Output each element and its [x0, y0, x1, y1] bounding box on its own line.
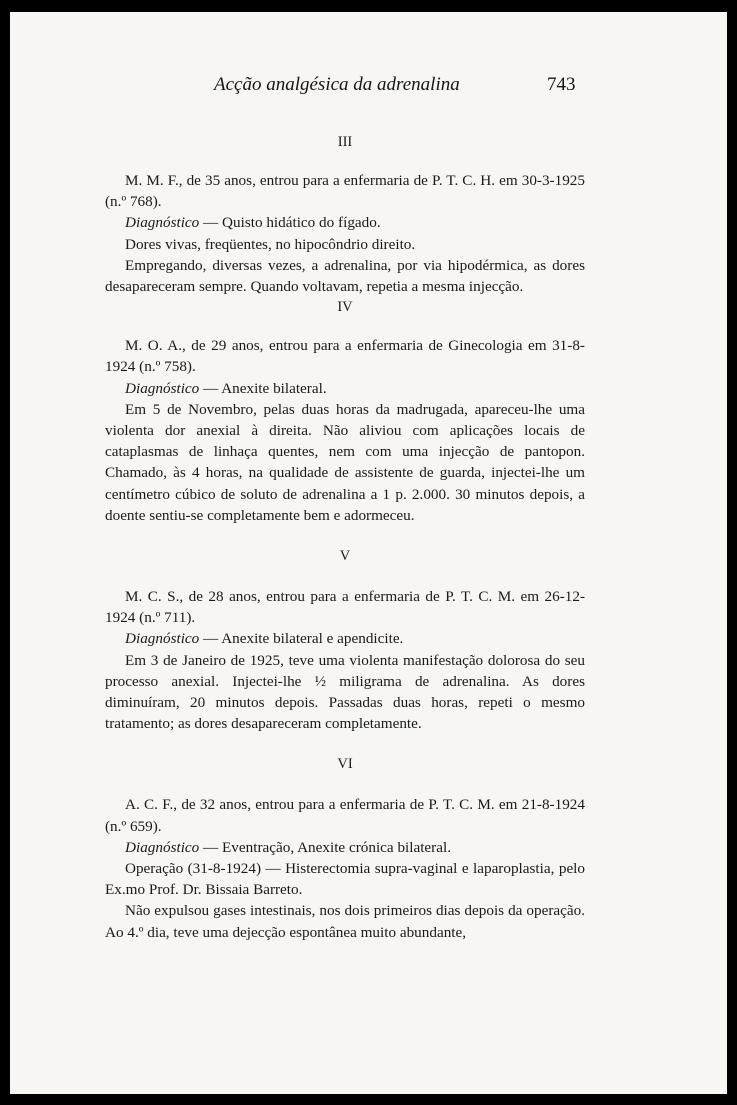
case-intro: M. O. A., de 29 anos, entrou para a enfermaria de Ginecologia em 31-8-1924 (n.º 758). — [105, 337, 585, 376]
paragraph: Em 3 de Janeiro de 1925, teve uma violenta manifestação dolorosa do seu processo anexial. Injectei-lhe ½ miligrama de adrenalina. As dores diminuíram, 20 minutos depois. Passadas duas horas, repeti o mesmo tratamento; as dores desapareceram completamente. — [105, 651, 585, 733]
diagnosis-label: Diagnóstico — [125, 379, 200, 397]
paragraph: Em 5 de Novembro, pelas duas horas da madrugada, apareceu-lhe uma violenta dor anexial à direita. Não aliviou com aplicações locais de cataplasmas de linhaça quentes, nem com uma injecção de pantopon. Chamado, às 4 horas, na qualidade de assistente de guarda, injectei-lhe um centímetro cúbico de soluto de adrenalina a 1 p. 2.000. 30 minutos depois, a doente sentiu-se completamente bem e adormeceu. — [105, 400, 585, 524]
case-intro: M. M. F., de 35 anos, entrou para a enfermaria de P. T. C. H. em 30-3-1925 (n.º 768). — [105, 172, 585, 211]
diagnosis-line — [105, 212, 585, 233]
section-heading: IV — [337, 299, 353, 316]
page-header — [10, 70, 727, 100]
diagnosis-label: Diagnóstico — [125, 214, 200, 232]
diagnosis-text: — Anexite bilateral e apendicite. — [199, 630, 404, 648]
diagnosis-line — [105, 837, 585, 858]
diagnosis-text: — Anexite bilateral. — [199, 379, 327, 397]
running-title: Acção analgésica da adrenalina — [214, 74, 460, 95]
case-intro: A. C. F., de 32 anos, entrou para a enfermaria de P. T. C. M. em 21-8-1924 (n.º 659). — [105, 796, 585, 835]
paragraph: Dores vivas, freqüentes, no hipocôndrio direito. — [125, 235, 416, 253]
case-intro: M. C. S., de 28 anos, entrou para a enfermaria de P. T. C. M. em 26-12-1924 (n.º 711). — [105, 588, 585, 627]
paragraph: Não expulsou gases intestinais, nos dois primeiros dias depois da operação. Ao 4.º dia, teve uma dejecção espontânea muito abundante, — [105, 902, 585, 941]
diagnosis-label: Diagnóstico — [125, 838, 200, 856]
section-heading: V — [339, 548, 351, 565]
diagnosis-line — [105, 378, 585, 399]
body-text — [105, 132, 585, 943]
book-page — [10, 12, 727, 1094]
paragraph: Operação (31-8-1924) — Histerectomia supra-vaginal e laparoplastia, pelo Ex.mo Prof. Dr. Bissaia Barreto. — [105, 860, 585, 899]
page-number: 743 — [547, 74, 576, 95]
diagnosis-label: Diagnóstico — [125, 630, 200, 648]
section-heading: III — [337, 134, 353, 150]
diagnosis-text: — Quisto hidático do fígado. — [199, 214, 381, 232]
diagnosis-text: — Eventração, Anexite crónica bilateral. — [199, 838, 451, 856]
section-heading: VI — [337, 756, 353, 773]
diagnosis-line — [105, 628, 585, 649]
paragraph: Empregando, diversas vezes, a adrenalina, por via hipodérmica, as dores desapareceram sempre. Quando voltavam, repetia a mesma injecção. — [105, 256, 585, 296]
